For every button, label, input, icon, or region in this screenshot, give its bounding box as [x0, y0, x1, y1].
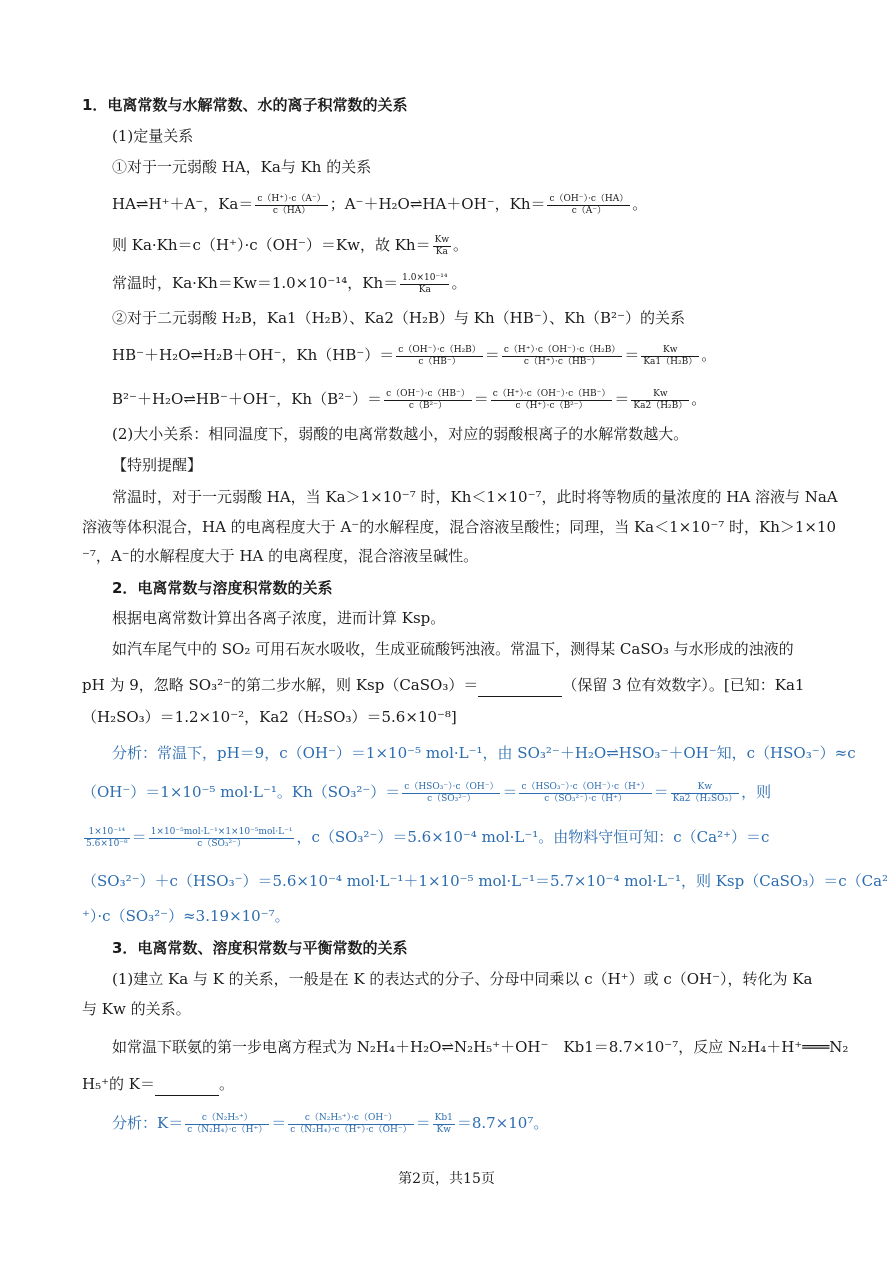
- hydrazine-example-line-1: 如常温下联氨的第一步电离方程式为 N₂H₄＋H₂O⇌N₂H₅⁺＋OH⁻ Kb1＝8.7×10⁻⁷，反应 N₂H₄＋H⁺═══N₂: [112, 1038, 849, 1056]
- subheading-magnitude: (2)大小关系：相同温度下，弱酸的电离常数越小，对应的弱酸根离子的水解常数越大。: [112, 425, 689, 443]
- analysis-line-1: 分析：常温下，pH＝9，c（OH⁻）＝1×10⁻⁵ mol·L⁻¹，由 SO₃²⁻＋H₂O⇌HSO₃⁻＋OH⁻知，c（HSO₃⁻）≈c: [112, 744, 856, 762]
- item-monoprotic: ①对于一元弱酸 HA，Ka与 Kh 的关系: [112, 158, 372, 176]
- reminder-line-2: 溶液等体积混合，HA 的电离程度大于 A⁻的水解程度，混合溶液呈酸性；同理，当 Ka＜1×10⁻⁷ 时，Kh＞1×10: [82, 518, 837, 536]
- fraction-kw-ka: $\frac{Kw}{Ka}$: [434, 234, 450, 257]
- analysis-k: 分析：K＝ $\frac{\text{c（N₂H₅⁺）}}{\text{c（N₂H₄）·c（H⁺）}}$ ＝ $\frac{\text{c（N₂H₅⁺）·c（OH⁻）}}{\text{c（N₂H₄）·c（H⁺）·c（OH⁻）}}$ ＝ $\frac{Kb1}{Kw}$ ＝8.7×10⁷。: [112, 1112, 549, 1135]
- analysis-line-4: （SO₃²⁻）＋c（HSO₃⁻）＝5.6×10⁻⁴ mol·L⁻¹＋1×10⁻⁵ mol·L⁻¹＝5.7×10⁻⁴ mol·L⁻¹，则 Ksp（CaSO₃）＝c（Ca²: [82, 872, 889, 890]
- fraction-kh-hb-3: $\frac{Kw}{\text{Ka1（H₂B）}}$: [643, 344, 698, 367]
- subheading-quantitative: (1)定量关系: [112, 127, 194, 145]
- special-reminder-label: 【特别提醒】: [112, 456, 203, 474]
- equation-b-hydrolysis: B²⁻＋H₂O⇌HB⁻＋OH⁻，Kh（B²⁻）＝ $\frac{c(OH^-)\cdot c(HB^-)}{\text{c（B²⁻）}}$ ＝ $\frac{c(H^+)\cdot c(OH^-)\cdot c(HB^-)}{\text{c（H⁺）·c（B²⁻）}}$ ＝ $\frac{Kw}{\text{Ka2（H₂B）}}$ 。: [112, 388, 707, 411]
- fraction-kh-value: $\frac{\text{1.0×10⁻¹⁴}}{Ka}$: [402, 272, 448, 295]
- analysis-line-5: ⁺）·c（SO₃²⁻）≈3.19×10⁻⁷。: [82, 907, 290, 925]
- equation-ha-ionization: HA⇌H⁺＋A⁻，Ka＝ $\frac{c(H^+)\cdot c(A^-)}{c(HA)}$ ；A⁻＋H₂O⇌HA＋OH⁻，Kh＝ $\frac{c(OH^-)\cdot c(HA)}{c(A^-)}$ 。: [112, 193, 648, 216]
- fraction-kh: $\frac{c(OH^-)\cdot c(HA)}{c(A^-)}$: [549, 193, 629, 216]
- reminder-line-3: ⁻⁷，A⁻的水解程度大于 HA 的电离程度，混合溶液呈碱性。: [82, 547, 479, 565]
- fraction-kh-so3-3: $\frac{Kw}{\text{Ka2（H₂SO₃）}}$: [672, 781, 738, 804]
- equation-room-temperature: 常温时，Ka·Kh＝Kw＝1.0×10⁻¹⁴，Kh＝ $\frac{\text{1.0×10⁻¹⁴}}{Ka}$ 。: [112, 272, 467, 295]
- fraction-k-1: $\frac{\text{c（N₂H₅⁺）}}{\text{c（N₂H₄）·c（H⁺）}}$: [187, 1112, 268, 1135]
- example-line-1: 如汽车尾气中的 SO₂ 可用石灰水吸收，生成亚硫酸钙浊液。常温下，测得某 CaSO₃ 与水形成的浊液的: [112, 640, 794, 658]
- example-line-3: （H₂SO₃）＝1.2×10⁻²，Ka2（H₂SO₃）＝5.6×10⁻⁸]: [82, 708, 457, 726]
- section-3-line-2: 与 Kw 的关系。: [82, 1000, 191, 1018]
- fraction-kh-b-2: $\frac{c(H^+)\cdot c(OH^-)\cdot c(HB^-)}{\text{c（H⁺）·c（B²⁻）}}$: [492, 388, 611, 411]
- reminder-line-1: 常温时，对于一元弱酸 HA，当 Ka＞1×10⁻⁷ 时，Kh＜1×10⁻⁷，此时将等物质的量浓度的 HA 溶液与 NaA: [112, 488, 838, 506]
- example-line-2: pH 为 9，忽略 SO₃²⁻的第二步水解，则 Ksp（CaSO₃）＝ （保留 3 位有效数字）。[已知：Ka1: [82, 674, 812, 697]
- fraction-k-3: $\frac{Kb1}{Kw}$: [434, 1112, 453, 1135]
- fraction-kh-hb-1: $\frac{\text{c（OH⁻）·c（H₂B）}}{c(HB^-)}$: [398, 344, 481, 367]
- section-3-title: 3．电离常数、溶度积常数与平衡常数的关系: [112, 939, 408, 957]
- section-2-title: 2．电离常数与溶度积常数的关系: [112, 579, 333, 597]
- section-3-line-1: (1)建立 Ka 与 K 的关系，一般是在 K 的表达式的分子、分母中同乘以 c（H⁺）或 c（OH⁻），转化为 Ka: [112, 970, 813, 988]
- fraction-ka: $\frac{c(H^+)\cdot c(A^-)}{c(HA)}$: [257, 193, 326, 216]
- section-1-title: 1．电离常数与水解常数、水的离子积常数的关系: [82, 96, 408, 114]
- fraction-ratio: $\frac{\text{1×10⁻¹⁴}}{\text{5.6×10⁻⁸}}$: [86, 826, 128, 849]
- page-footer: 第2页，共15页: [398, 1171, 495, 1187]
- answer-blank-k: [155, 1073, 219, 1096]
- fraction-concentration: $\frac{\text{1×10⁻⁵mol·L⁻¹×1×10⁻⁵mol·L⁻¹}}{\text{c（SO₃²⁻）}}$: [150, 826, 293, 849]
- section-2-intro: 根据电离常数计算出各离子浓度，进而计算 Ksp。: [112, 609, 446, 627]
- analysis-line-3: $\frac{\text{1×10⁻¹⁴}}{\text{5.6×10⁻⁸}}$ ＝ $\frac{\text{1×10⁻⁵mol·L⁻¹×1×10⁻⁵mol·L⁻¹}}{\text{c（SO₃²⁻）}}$ ，c（SO₃²⁻）＝5.6×10⁻⁴ mol·L⁻¹。由物料守恒可知：c（Ca²⁺）＝c: [86, 826, 770, 849]
- fraction-kh-b-3: $\frac{Kw}{\text{Ka2（H₂B）}}$: [633, 388, 688, 411]
- fraction-kh-so3-2: $\frac{\text{c（HSO₃⁻）·c（OH⁻）·c（H⁺）}}{\text{c（SO₃²⁻）·c（H⁺）}}$: [521, 781, 650, 804]
- equation-hb-hydrolysis: HB⁻＋H₂O⇌H₂B＋OH⁻，Kh（HB⁻）＝ $\frac{\text{c（OH⁻）·c（H₂B）}}{c(HB^-)}$ ＝ $\frac{\text{c（H⁺）·c（OH⁻）·c（H₂B）}}{c(H^+)\cdot c(HB^-)}$ ＝ $\frac{Kw}{\text{Ka1（H₂B）}}$ 。: [112, 344, 717, 367]
- hydrazine-example-line-2: H₅⁺的 K＝ 。: [82, 1073, 812, 1096]
- fraction-kh-hb-2: $\frac{\text{c（H⁺）·c（OH⁻）·c（H₂B）}}{c(H^+)\cdot c(HB^-)}$: [503, 344, 621, 367]
- fraction-kh-so3-1: $\frac{\text{c（HSO₃⁻）·c（OH⁻）}}{\text{c（SO₃²⁻）}}$: [404, 781, 499, 804]
- answer-blank: [478, 674, 562, 697]
- fraction-kh-b-1: $\frac{c(OH^-)\cdot c(HB^-)}{\text{c（B²⁻）}}$: [386, 388, 470, 411]
- equation-ka-kh-product: 则 Ka·Kh＝c（H⁺）·c（OH⁻）＝Kw，故 Kh＝ $\frac{Kw}{Ka}$ 。: [112, 234, 469, 257]
- fraction-k-2: $\frac{\text{c（N₂H₅⁺）·c（OH⁻）}}{\text{c（N₂H₄）·c（H⁺）·c（OH⁻）}}$: [290, 1112, 412, 1135]
- analysis-line-2: （OH⁻）＝1×10⁻⁵ mol·L⁻¹。Kh（SO₃²⁻）＝ $\frac{\text{c（HSO₃⁻）·c（OH⁻）}}{\text{c（SO₃²⁻）}}$ ＝ $\frac{\text{c（HSO₃⁻）·c（OH⁻）·c（H⁺）}}{\text{c（SO₃²⁻）·c（H⁺）}}$ ＝ $\frac{Kw}{\text{Ka2（H₂SO₃）}}$ ，则: [82, 781, 772, 804]
- item-diprotic: ②对于二元弱酸 H₂B，Ka1（H₂B）、Ka2（H₂B）与 Kh（HB⁻）、Kh（B²⁻）的关系: [112, 309, 685, 327]
